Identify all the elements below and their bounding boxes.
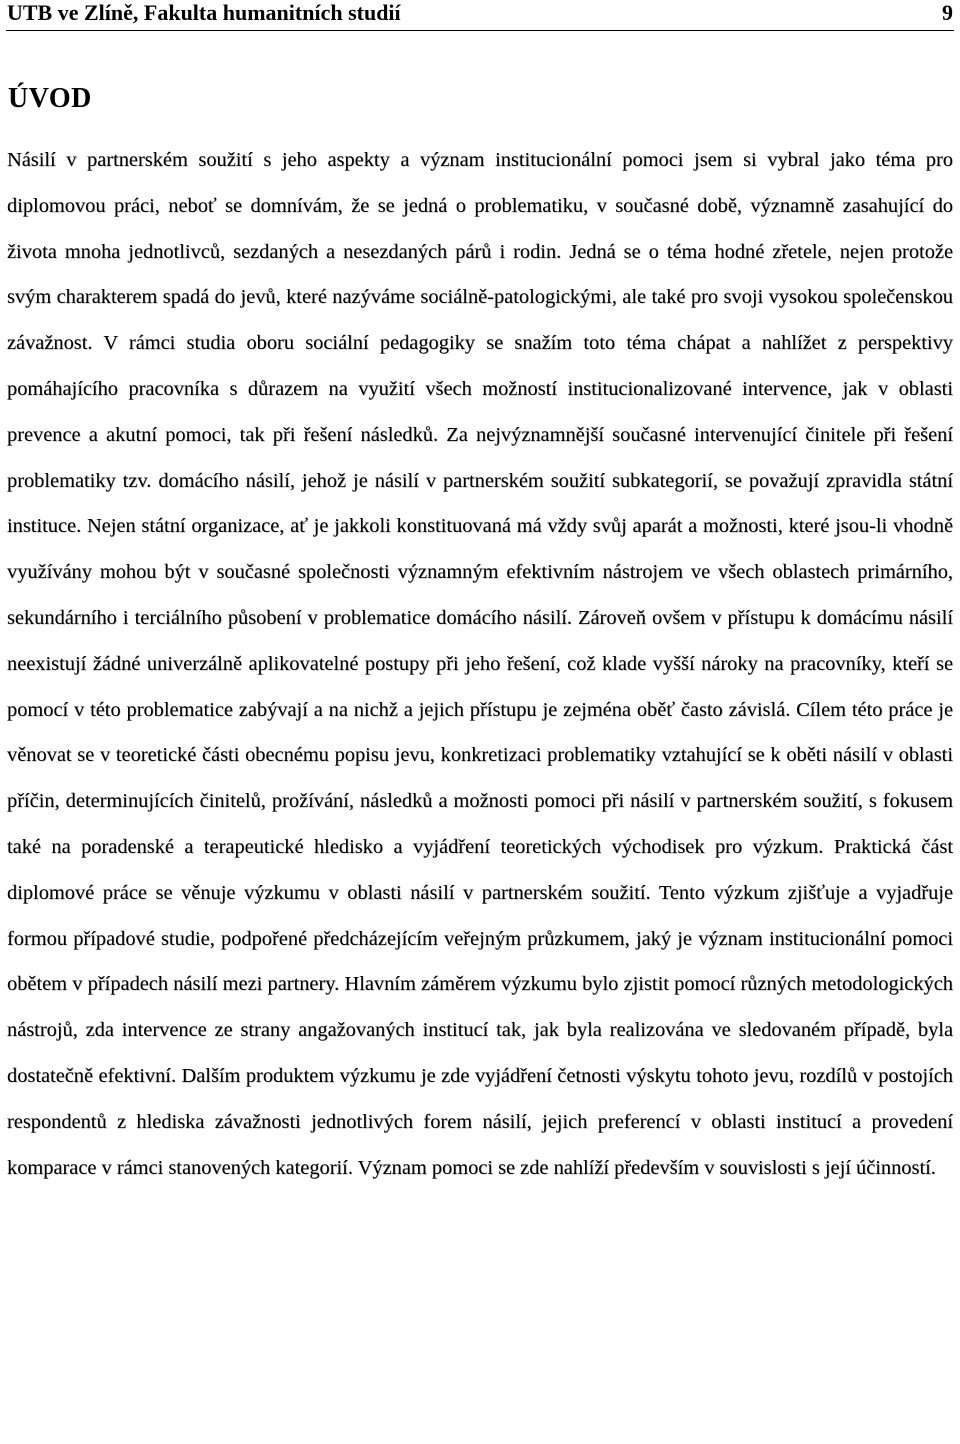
section-heading: ÚVOD <box>8 83 92 114</box>
page-number: 9 <box>942 0 953 25</box>
running-header <box>6 0 954 31</box>
intro-paragraph: Násilí v partnerském soužití s jeho aspekty a význam institucionální pomoci jsem si vybral jako téma pro diplomovou práci, neboť se domnívám, že se jedná o problematiku, v současné době, významně zasahující do života mnoha jednotlivců, sezdaných a nesezdaných párů i rodin. Jedná se o téma hodné zřetele, nejen protože svým charakterem spadá do jevů, které nazýváme sociálně-patologickými, ale také pro svoji vysokou společenskou závažnost. V rámci studia oboru sociální pedagogiky se snažím toto téma chápat a nahlížet z perspektivy pomáhajícího pracovníka s důrazem na využití všech možností institucionalizované intervence, jak v oblasti prevence a akutní pomoci, tak při řešení následků. Za nejvýznamnější současné intervenující činitele při řešení problematiky tzv. domácího násilí, jehož je násilí v partnerském soužití subkategorií, se považují zpravidla státní instituce. Nejen státní organizace, ať je jakkoli konstituovaná má vždy svůj aparát a možnosti, které jsou-li vhodně využívány mohou být v současné společnosti významným efektivním nástrojem ve všech oblastech primárního, sekundárního i terciálního působení v problematice domácího násilí. Zároveň ovšem v přístupu k domácímu násilí neexistují žádné univerzálně aplikovatelné postupy při jeho řešení, což klade vyšší nároky na pracovníky, kteří se pomocí v této problematice zabývají a na nichž a jejich přístupu je zejména oběť často závislá. Cílem této práce je věnovat se v teoretické části obecnému popisu jevu, konkretizaci problematiky vztahující se k oběti násilí v oblasti příčin, determinujících činitelů, prožívání, následků a možnosti pomoci při násilí v partnerském soužití, s fokusem také na poradenské a terapeutické hledisko a vyjádření teoretických východisek pro výzkum. Praktická část diplomové práce se věnuje výzkumu v oblasti násilí v partnerském soužití. Tento výzkum zjišťuje a vyjadřuje formou případové studie, podpořené předcházejícím veřejným průzkumem, jaký je význam institucionální pomoci obětem v případech násilí mezi partnery. Hlavním záměrem výzkumu bylo zjistit pomocí různých metodologických nástrojů, zda intervence ze strany angažovaných institucí tak, jak byla realizována ve sledovaném případě, byla dostatečně efektivní. Dalším produktem výzkumu je zde vyjádření četnosti výskytu tohoto jevu, rozdílů v postojích respondentů z hlediska závažnosti jednotlivých forem násilí, jejich preferencí v oblasti institucí a provedení komparace v rámci stanovených kategorií. Význam pomoci se zde nahlíží především v souvislosti s její účinností. <box>7 149 953 1179</box>
header-institution: UTB ve Zlíně, Fakulta humanitních studií <box>7 0 401 25</box>
